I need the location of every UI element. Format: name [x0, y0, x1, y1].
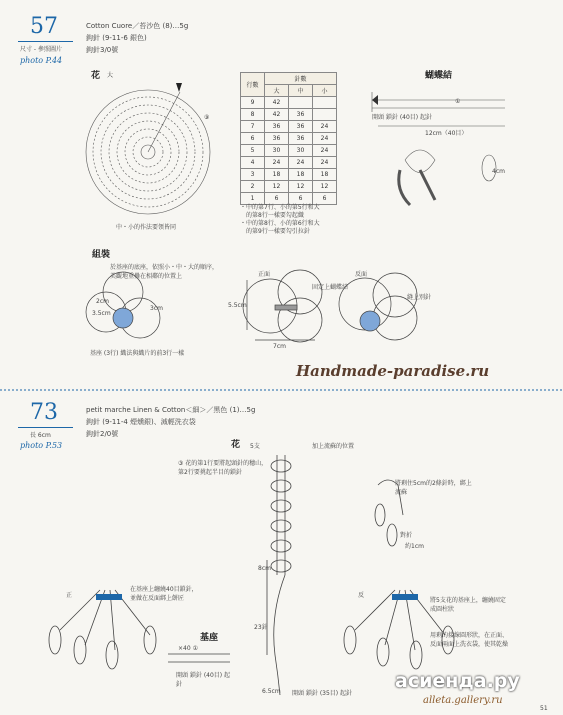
width-dim: 7cm [273, 343, 286, 350]
flower-size: 大 [107, 72, 114, 79]
front-label: 正面 [258, 271, 271, 278]
back-note-1: 將5支花的基座上，纏繞固定成圓柱狀 [430, 597, 506, 613]
assembly-dim-3: 3cm [150, 305, 163, 312]
add-base: 加上流蘇的位置 [312, 443, 355, 450]
table-row: 8 42 36 [241, 109, 337, 121]
sew-label: 縫上別針 [407, 294, 432, 301]
rows-table [240, 72, 337, 205]
stem-start: 開頭 鎖針 (35目) 起針 [292, 690, 353, 697]
table-header-rows: 行數 [241, 73, 265, 97]
size-col-large: 大 [265, 85, 289, 97]
flower-label: 花 [91, 71, 101, 81]
left-note: 在基座上纏繞40目鎖針，並做在反面綁上餅匠 [130, 586, 198, 602]
page-number: 51 [540, 705, 548, 712]
circle-num: ① [455, 98, 461, 105]
table-row: 4 24 24 24 [241, 157, 337, 169]
len-8: 8cm [258, 565, 271, 572]
assembly-note: 於基座的底座，依照小・中・大的順序，美觀地重疊在相鄰的位置上 [110, 264, 219, 280]
pattern-number-73: 73 [30, 400, 58, 425]
flower-note: 中・小的作法要領皆同 [116, 224, 177, 231]
yarn-info: Cotton Cuore／苔沙色 (8)…5g [86, 22, 189, 30]
table-note-2b: 的第9行一樣要勾引拉針 [246, 228, 310, 235]
table-row: 7 36 36 24 [241, 121, 337, 133]
left-front: 正 [66, 592, 73, 599]
table-header-count: 針數 [265, 73, 337, 85]
table-row: 2 12 12 12 [241, 181, 337, 193]
watermark-handmade: Handmade-paradise.ru [296, 362, 490, 380]
watermark-asienda: асиенда.ру [395, 670, 520, 692]
bow-title: 蝴蝶結 [425, 71, 453, 81]
bow-width: 4cm [492, 168, 505, 175]
size-label-73: 長 6cm [30, 432, 51, 439]
yarn-info-73: petit marche Linen & Cotton＜細＞／黑色 (1)…5g [86, 406, 256, 414]
base-rows: ×40 ① [178, 645, 198, 652]
hook-size-73: 鉤針2/0號 [86, 430, 119, 438]
right-note-1: 將剩住5cm的2條針時，綁上流蘇 [395, 480, 472, 496]
len-65: 6.5cm [262, 688, 281, 695]
table-note-2: ・中的第8行、小的第6行和大 [240, 220, 320, 227]
flower-label-73: 花 [231, 440, 241, 450]
table-note-1b: 的第8行一樣要勾起織 [246, 212, 304, 219]
table-note-1: ・中的第7行、小的第5行和大 [240, 204, 320, 211]
bow-start: 開頭 鎖針 (40目) 起針 [372, 114, 433, 121]
assembly-dim-1: 2cm [96, 298, 109, 305]
flower-count: 5支 [250, 443, 260, 450]
bow-length: 12cm（40目） [425, 130, 468, 137]
len-23: 23針 [254, 624, 268, 631]
table-row: 1 6 6 6 [241, 193, 337, 205]
hook-label: 鉤針 (9-11-6 銀色) [86, 34, 147, 42]
assembly-title: 組裝 [92, 250, 111, 260]
hook-label-73: 鉤針 (9-11-4 煙燻銀)、減輕洗衣袋 [86, 418, 196, 426]
photo-ref: photo P.44 [20, 56, 63, 65]
right-dim: 約1cm [405, 543, 424, 550]
hook-size: 鉤針3/0號 [86, 46, 119, 54]
base-note: 基座 (3行) 織法與織片的前3行一樣 [90, 350, 185, 357]
table-row: 5 30 30 24 [241, 145, 337, 157]
back-note-2: 用剩的接線圓形狀，在正面、反面兩面上洗衣袋，使其乾燥 [430, 632, 509, 648]
photo-ref-73: photo P.53 [20, 441, 63, 450]
fix-label: 固定上蝴蝶結 [312, 284, 349, 291]
round-mark: ⑨ [204, 114, 210, 121]
height-dim: 5.5cm [228, 302, 247, 309]
base-title: 基座 [200, 633, 219, 643]
pattern-number-57: 57 [30, 14, 58, 39]
size-col-small: 小 [313, 85, 337, 97]
table-row: 3 18 18 18 [241, 169, 337, 181]
back-label: 反面 [355, 271, 368, 278]
right-note-2: 對折 [400, 532, 413, 539]
back-label-73: 反 [358, 592, 365, 599]
step-note: ③ 花的第1行要將起頭針的穗山，第2行要挑起半目的鎖針 [178, 460, 268, 476]
base-start: 開頭 鎖針 (40目) 起針 [176, 672, 231, 688]
table-row: 6 36 36 24 [241, 133, 337, 145]
size-label: 尺寸 - 參照圖片 [20, 46, 62, 53]
assembly-dim-2: 3.5cm [92, 310, 111, 317]
table-row: 9 42 [241, 97, 337, 109]
size-col-medium: 中 [289, 85, 313, 97]
watermark-gallery: alleta.gallery.ru [423, 695, 503, 706]
